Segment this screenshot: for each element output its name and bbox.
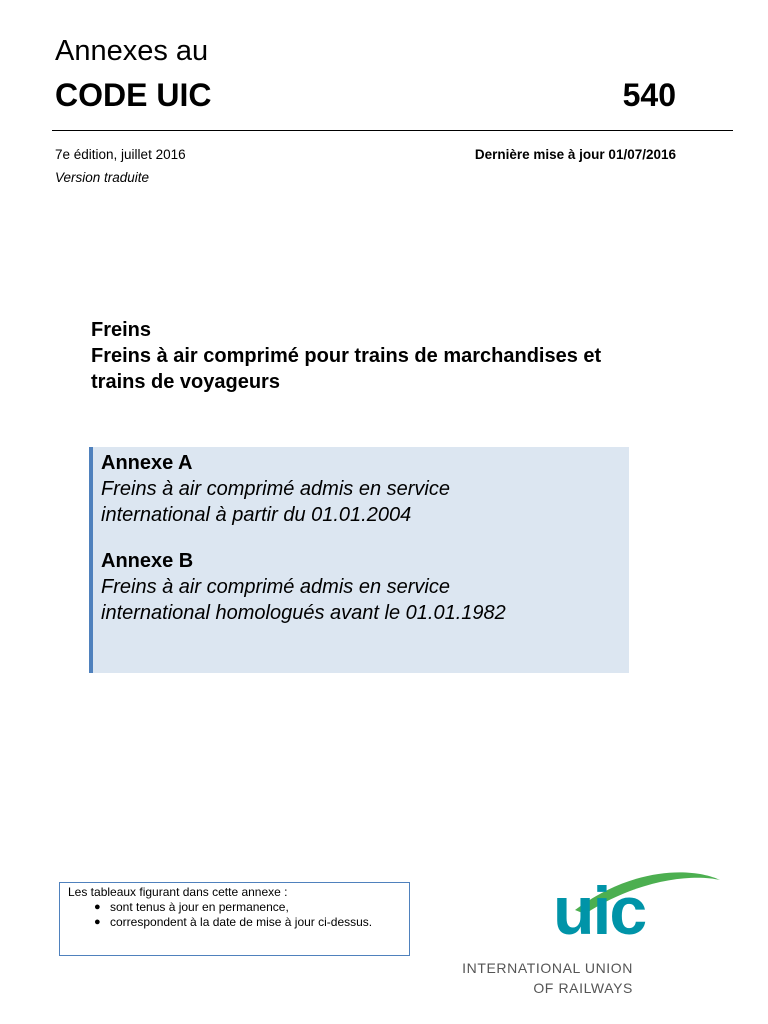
title-line1: Freins: [91, 319, 152, 341]
code-title: CODE UIC: [55, 77, 212, 113]
title-line2: Freins à air comprimé pour trains de marchandises et: [91, 345, 602, 367]
bullet-icon: ●: [94, 916, 101, 928]
notes-item-2: correspondent à la date de mise à jour ci-dessus.: [110, 915, 373, 929]
document-titles: [91, 317, 711, 395]
annex-a-heading: Annexe A: [101, 452, 193, 474]
annex-a: [101, 450, 621, 528]
bullet-icon: ●: [94, 901, 101, 913]
annex-b: [101, 548, 621, 626]
list-item: [94, 900, 409, 915]
last-update-text: Dernière mise à jour 01/07/2016: [474, 147, 676, 162]
notes-intro: Les tableaux figurant dans cette annexe :: [68, 885, 288, 899]
version-text: Version traduite: [55, 170, 150, 185]
logo-wordmark: uic: [553, 873, 646, 949]
list-item: [94, 915, 409, 930]
notes-box: [59, 882, 410, 956]
annex-a-desc-line1: Freins à air comprimé admis en service: [101, 478, 450, 500]
header-divider: [52, 130, 733, 131]
annex-a-description: [101, 476, 621, 528]
organization-name: [430, 958, 633, 998]
notes-list: [68, 900, 409, 930]
org-line2: OF RAILWAYS: [533, 980, 633, 996]
annex-b-desc-line2: international homologués avant le 01.01.1982: [101, 602, 506, 624]
org-line1: INTERNATIONAL UNION: [462, 960, 633, 976]
edition-text: 7e édition, juillet 2016: [55, 147, 186, 162]
annex-b-desc-line1: Freins à air comprimé admis en service: [101, 576, 450, 598]
title-line3: trains de voyageurs: [91, 371, 280, 393]
annex-b-description: [101, 574, 621, 626]
annex-a-desc-line2: international à partir du 01.01.2004: [101, 504, 412, 526]
header-line1: Annexes au: [55, 35, 209, 67]
code-number: 540: [622, 77, 676, 113]
annexes-box: [89, 447, 629, 673]
notes-item-1: sont tenus à jour en permanence,: [110, 900, 289, 914]
annex-b-heading: Annexe B: [101, 550, 194, 572]
uic-logo-icon: [545, 870, 725, 950]
